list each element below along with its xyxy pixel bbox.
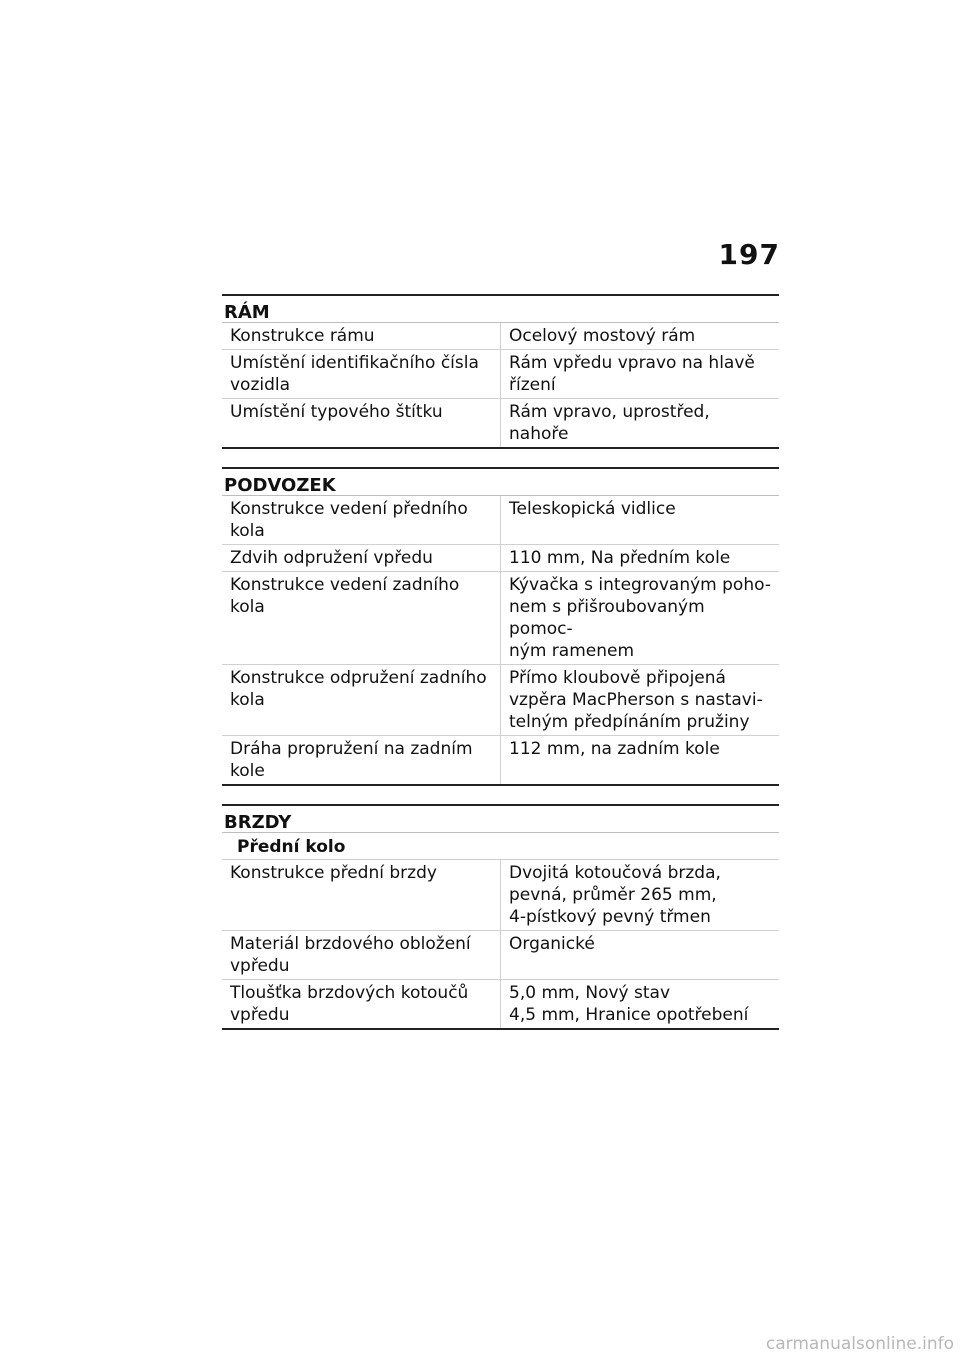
table-row: [222, 665, 779, 736]
spec-content: [222, 294, 779, 1048]
row-value: 5,0 mm, Nový stav 4,5 mm, Hranice opotřebení: [501, 980, 780, 1030]
chassis-table: [222, 496, 779, 786]
table-row: [222, 736, 779, 786]
row-label: Dráha propružení na zadním kole: [222, 736, 501, 786]
table-row: [222, 572, 779, 665]
row-value: Ocelový mostový rám: [501, 323, 780, 350]
row-value: Přímo kloubově připojená vzpěra MacPherson s nastavi- telným předpínáním pružiny: [501, 665, 780, 736]
row-value: Rám vpředu vpravo na hlavě řízení: [501, 350, 780, 399]
table-row: [222, 980, 779, 1030]
row-value: Teleskopická vidlice: [501, 496, 780, 545]
row-label: Zdvih odpružení vpředu: [222, 545, 501, 572]
section-chassis: [222, 467, 779, 786]
row-label: Konstrukce rámu: [222, 323, 501, 350]
table-row: [222, 496, 779, 545]
row-label: Umístění identifikačního čísla vozidla: [222, 350, 501, 399]
row-label: Umístění typového štítku: [222, 399, 501, 449]
row-value: 112 mm, na zadním kole: [501, 736, 780, 786]
row-value: 110 mm, Na předním kole: [501, 545, 780, 572]
table-row: [222, 399, 779, 449]
row-label: Konstrukce odpružení zadního kola: [222, 665, 501, 736]
section-frame: [222, 294, 779, 449]
row-value: Organické: [501, 931, 780, 980]
table-row: [222, 931, 779, 980]
brakes-table: [222, 860, 779, 1030]
frame-table: [222, 323, 779, 449]
table-row: [222, 350, 779, 399]
row-value: Rám vpravo, uprostřed, nahoře: [501, 399, 780, 449]
subheader-front-wheel: Přední kolo: [222, 833, 779, 860]
section-title-frame: RÁM: [222, 294, 779, 323]
row-label: Konstrukce vedení předního kola: [222, 496, 501, 545]
section-title-brakes: BRZDY: [222, 804, 779, 833]
row-value: Kývačka s integrovaným poho- nem s přišroubovaným pomoc- ným ramenem: [501, 572, 780, 665]
table-row: [222, 545, 779, 572]
row-label: Materiál brzdového obložení vpředu: [222, 931, 501, 980]
row-label: Konstrukce vedení zadního kola: [222, 572, 501, 665]
section-title-chassis: PODVOZEK: [222, 467, 779, 496]
watermark-footer: carmanualsonline.info: [765, 1334, 954, 1354]
page-number: 197: [718, 238, 780, 271]
section-brakes: [222, 804, 779, 1030]
row-label: Konstrukce přední brzdy: [222, 860, 501, 931]
row-value: Dvojitá kotoučová brzda, pevná, průměr 265 mm, 4-pístkový pevný třmen: [501, 860, 780, 931]
row-label: Tloušťka brzdových kotoučů vpředu: [222, 980, 501, 1030]
table-row: [222, 860, 779, 931]
table-row: [222, 323, 779, 350]
